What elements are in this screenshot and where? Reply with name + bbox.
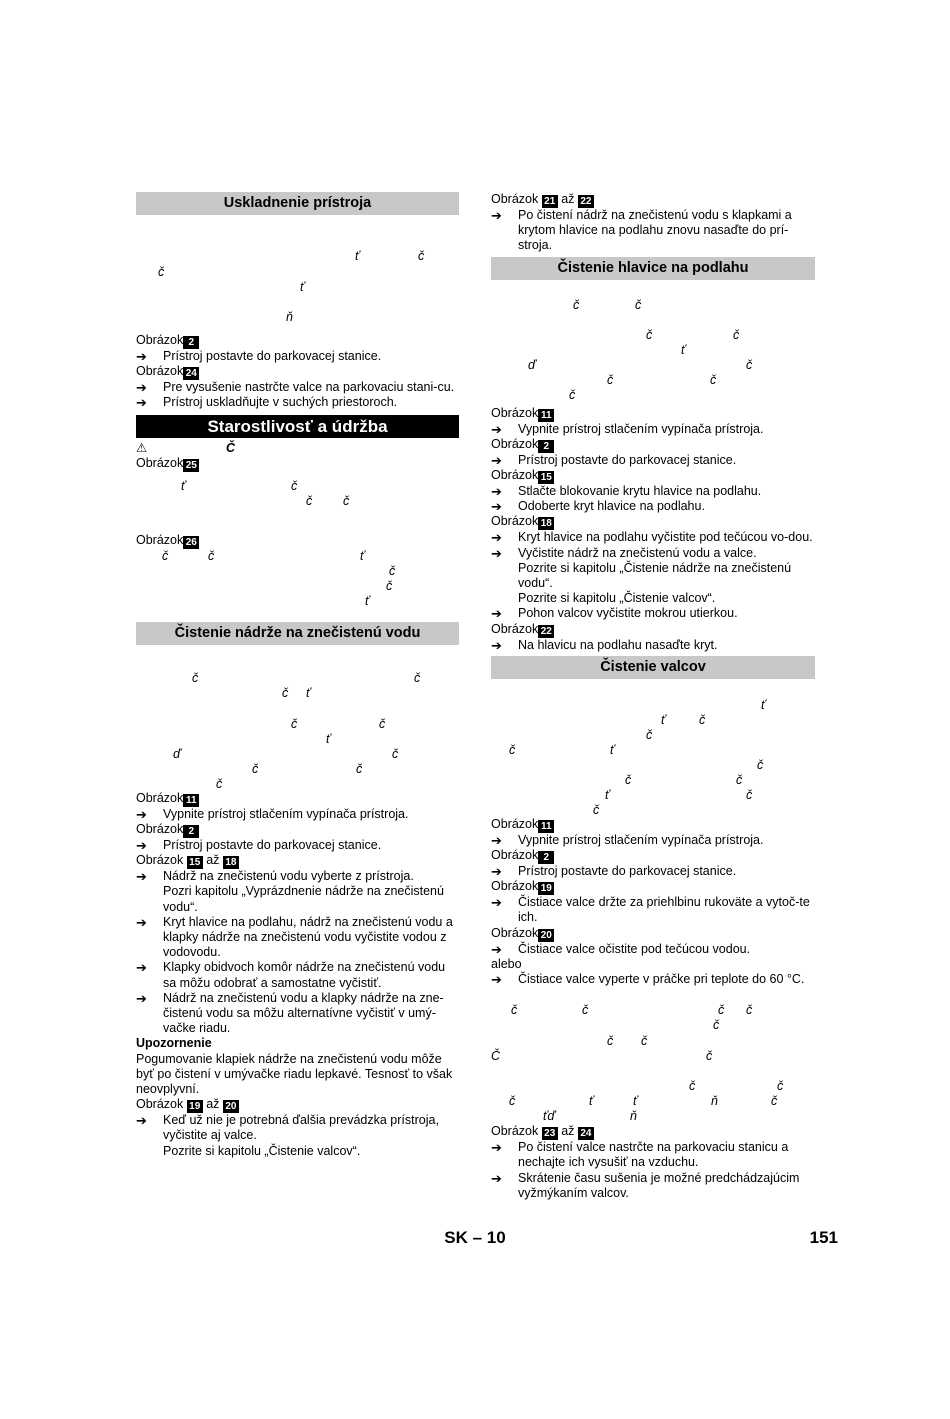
instruction-step: ➔ Klapky obidvoch komôr nádrže na znečistenú vodu sa môžu odobrať a samostatne vyčistiť. — [136, 960, 446, 990]
text-fragment: ť — [605, 787, 610, 802]
text-fragment: č — [386, 578, 393, 593]
arrow-right-icon: ➔ — [136, 349, 147, 364]
text-fragment: č — [356, 761, 363, 776]
text-fragment: č — [418, 249, 425, 263]
figure-number-badge: 11 — [538, 820, 554, 833]
instruction-step: ➔ Kryt hlavice na podlahu vyčistite pod tečúcou vo-dou. — [491, 530, 813, 546]
arrow-right-icon: ➔ — [136, 395, 147, 411]
text-fragment: č — [710, 372, 717, 387]
text-fragment: č — [771, 1094, 778, 1109]
text-fragment: ť — [306, 685, 311, 700]
text-fragment: ťď — [543, 1109, 556, 1124]
arrow-right-icon: ➔ — [491, 832, 502, 848]
figure-number-badge: 24 — [183, 367, 199, 380]
text-fragment: č — [777, 1079, 784, 1094]
text-fragment: č — [509, 742, 516, 757]
instruction-step: ➔ Keď už nie je potrebná ďalšia prevádzka prístroja, vyčistite aj valce. Pozrite si kapitolu „Čistenie valcov“. — [136, 1113, 439, 1158]
text-fragment: č — [582, 1003, 589, 1018]
text-fragment: č — [746, 357, 753, 372]
text-fragment: č — [699, 712, 706, 727]
instruction-step: ➔ Prístroj postavte do parkovacej stanice. — [136, 349, 382, 364]
figure-ref: Obrázok 11 — [491, 406, 815, 422]
arrow-right-icon: ➔ — [491, 637, 502, 653]
instruction-step: ➔ Pre vysušenie nastrčte valce na parkovaciu stani-cu. — [136, 380, 455, 396]
text-fragment: č — [192, 670, 199, 685]
figure-number-badge: 24 — [578, 1127, 594, 1140]
rollers-intro — [491, 679, 815, 817]
text-fragment: č — [343, 493, 350, 508]
text-fragment: ť — [355, 249, 360, 263]
left-column — [136, 192, 459, 1159]
text-fragment: č — [208, 548, 215, 563]
arrow-right-icon: ➔ — [136, 806, 147, 822]
instruction-step: ➔ Nádrž na znečistenú vodu vyberte z prístroja. Pozri kapitolu „Vyprázdnenie nádrže na znečistenú vodu“. — [136, 869, 444, 914]
text-fragment: č — [607, 1034, 614, 1049]
text-fragment: č — [306, 493, 313, 508]
arrow-right-icon: ➔ — [136, 869, 147, 885]
text-fragment: ť — [589, 1094, 594, 1109]
text-fragment: č — [713, 1018, 720, 1033]
text-fragment: ť — [633, 1094, 638, 1109]
text-fragment: č — [509, 1094, 516, 1109]
text-fragment: č — [646, 727, 653, 742]
arrow-right-icon: ➔ — [491, 972, 502, 988]
text-fragment: ť — [365, 593, 370, 608]
care-text-2 — [136, 549, 459, 622]
figure-number-badge: 22 — [538, 625, 554, 638]
text-fragment: ň — [711, 1094, 718, 1109]
figure-ref: Obrázok 15 až 18 — [136, 853, 459, 869]
figure-number-badge: 2 — [183, 336, 199, 349]
floor-head-heading: Čistenie hlavice na podlahu — [491, 257, 815, 280]
alternative-label: alebo — [491, 956, 522, 971]
instruction-step: ➔ Čistiace valce držte za priehlbinu rukoväte a vytoč-te ich. — [491, 895, 810, 925]
instruction-step: ➔ Prístroj uskladňujte v suchých priestoroch. — [136, 395, 398, 411]
text-fragment: č — [573, 297, 580, 312]
arrow-right-icon: ➔ — [491, 484, 502, 500]
figure-ref: Obrázok 21 až 22 — [491, 192, 815, 208]
figure-ref: Obrázok 26 — [136, 533, 459, 549]
arrow-right-icon: ➔ — [136, 838, 147, 853]
instruction-step: ➔ Odoberte kryt hlavice na podlahu. — [491, 499, 705, 515]
arrow-right-icon: ➔ — [491, 1140, 502, 1156]
text-fragment: č — [511, 1003, 518, 1018]
instruction-step: ➔ Kryt hlavice na podlahu, nádrž na znečistenú vodu a klapky nádrže na znečistenú vodu vyčistite vodou z vodovodu. — [136, 914, 453, 960]
tank-intro — [136, 645, 459, 791]
figure-number-badge: 20 — [538, 929, 554, 942]
arrow-right-icon: ➔ — [136, 1113, 147, 1129]
arrow-right-icon: ➔ — [491, 421, 502, 437]
figure-ref: Obrázok 24 — [136, 364, 459, 380]
arrow-right-icon: ➔ — [491, 530, 502, 546]
text-fragment: ň — [286, 310, 293, 324]
figure-number-badge: 2 — [183, 825, 199, 838]
text-fragment: č — [392, 746, 399, 761]
instruction-step: ➔ Čistiace valce vyperte v práčke pri teplote do 60 °C. — [491, 972, 805, 988]
instruction-step: ➔ Stlačte blokovanie krytu hlavice na podlahu. — [491, 484, 762, 500]
figure-number-badge: 23 — [542, 1127, 558, 1140]
care-text-1 — [136, 472, 459, 533]
arrow-right-icon: ➔ — [491, 864, 502, 880]
text-fragment: Č — [226, 440, 236, 455]
text-fragment: ť — [761, 697, 766, 712]
arrow-right-icon: ➔ — [136, 914, 147, 930]
text-fragment: č — [389, 563, 396, 578]
text-fragment: ť — [360, 548, 365, 563]
text-fragment: č — [414, 670, 421, 685]
warning-row — [136, 441, 459, 456]
arrow-right-icon: ➔ — [491, 452, 502, 468]
page-number: 151 — [809, 1228, 838, 1247]
text-fragment: č — [733, 327, 740, 342]
instruction-step: ➔ Skrátenie času sušenia je možné predchádzajúcim vyžmýkaním valcov. — [491, 1170, 800, 1200]
text-fragment: ň — [630, 1109, 637, 1124]
care-heading: Starostlivosť a údržba — [136, 415, 459, 438]
figure-number-badge: 20 — [223, 1100, 239, 1113]
text-fragment: č — [379, 716, 386, 731]
instruction-step: ➔ Prístroj postavte do parkovacej stanice. — [136, 838, 382, 853]
text-fragment: č — [689, 1079, 696, 1094]
text-fragment: č — [252, 761, 259, 776]
figure-ref: Obrázok 18 — [491, 514, 815, 530]
text-fragment: ť — [681, 342, 686, 357]
text-fragment: č — [746, 787, 753, 802]
figure-number-badge: 25 — [183, 459, 199, 472]
text-fragment: č — [291, 478, 298, 493]
rollers-text-2 — [491, 987, 815, 1124]
arrow-right-icon: ➔ — [491, 941, 502, 957]
figure-number-badge: 18 — [538, 517, 554, 530]
figure-ref: Obrázok 2 — [491, 848, 815, 864]
instruction-step: ➔ Čistiace valce očistite pod tečúcou vodou. — [491, 941, 751, 957]
text-fragment: č — [593, 802, 600, 817]
text-fragment: ť — [181, 478, 186, 493]
figure-number-badge: 11 — [183, 794, 199, 807]
figure-number-badge: 11 — [538, 409, 554, 422]
figure-number-badge: 22 — [578, 195, 594, 208]
figure-number-badge: 21 — [542, 195, 558, 208]
arrow-right-icon: ➔ — [491, 1170, 502, 1186]
text-fragment: č — [718, 1003, 725, 1018]
figure-ref: Obrázok 20 — [491, 926, 815, 942]
arrow-right-icon: ➔ — [491, 606, 502, 622]
text-fragment: č — [625, 772, 632, 787]
text-fragment: č — [641, 1034, 648, 1049]
text-fragment: č — [569, 387, 576, 402]
figure-ref: Obrázok 2 — [136, 333, 459, 349]
text-fragment: č — [158, 265, 165, 279]
figure-ref: Obrázok 22 — [491, 622, 815, 638]
text-fragment: č — [282, 685, 289, 700]
figure-number-badge: 19 — [538, 882, 554, 895]
text-fragment: č — [162, 548, 169, 563]
warning-triangle-icon: ⚠ — [136, 440, 148, 455]
figure-ref: Obrázok 19 až 20 — [136, 1097, 459, 1113]
figure-number-badge: 15 — [538, 471, 554, 484]
storage-intro — [136, 215, 459, 333]
instruction-step: ➔ Nádrž na znečistenú vodu a klapky nádrže na zne-čistenú vodu sa môžu alternatívne vyčistiť v umý-vačke riadu. — [136, 990, 444, 1036]
text-fragment: ť — [300, 280, 305, 294]
text-fragment: č — [646, 327, 653, 342]
text-fragment: ť — [661, 712, 666, 727]
text-fragment: č — [736, 772, 743, 787]
figure-ref: Obrázok 25 — [136, 456, 459, 472]
figure-number-badge: 18 — [223, 856, 239, 869]
figure-ref: Obrázok 11 — [491, 817, 815, 833]
figure-ref: Obrázok 23 až 24 — [491, 1124, 815, 1140]
page-section-label: SK – 10 — [444, 1228, 506, 1247]
right-column — [491, 192, 815, 1201]
text-fragment: ť — [326, 731, 331, 746]
arrow-right-icon: ➔ — [136, 990, 147, 1006]
instruction-step: ➔ Po čistení valce nastrčte na parkovaciu stanicu a nechajte ich vysušiť na vzduchu. — [491, 1140, 789, 1170]
tank-heading: Čistenie nádrže na znečistenú vodu — [136, 622, 459, 645]
text-fragment: č — [216, 776, 223, 791]
arrow-right-icon: ➔ — [491, 895, 502, 911]
figure-number-badge: 2 — [538, 440, 554, 453]
note-title: Upozornenie — [136, 1036, 212, 1051]
storage-heading: Uskladnenie prístroja — [136, 192, 459, 215]
figure-number-badge: 26 — [183, 536, 199, 549]
arrow-right-icon: ➔ — [491, 499, 502, 515]
instruction-step: ➔ Po čistení nádrž na znečistenú vodu s klapkami a krytom hlavice na podlahu znovu nasaďte do prí-stroja. — [491, 208, 792, 253]
text-fragment: č — [706, 1049, 713, 1064]
floor-head-intro — [491, 280, 815, 406]
figure-number-badge: 2 — [538, 851, 554, 864]
text-fragment: č — [607, 372, 614, 387]
text-fragment: č — [635, 297, 642, 312]
arrow-right-icon: ➔ — [491, 208, 502, 223]
figure-ref: Obrázok 2 — [136, 822, 459, 838]
rollers-heading: Čistenie valcov — [491, 656, 815, 679]
instruction-step: ➔ Vypnite prístroj stlačením vypínača prístroja. — [491, 421, 764, 437]
figure-number-badge: 15 — [187, 856, 203, 869]
figure-ref: Obrázok 19 — [491, 879, 815, 895]
text-fragment: č — [757, 757, 764, 772]
figure-number-badge: 19 — [187, 1100, 203, 1113]
text-fragment: č — [291, 716, 298, 731]
instruction-step: ➔ Vyčistite nádrž na znečistenú vodu a valce. Pozrite si kapitolu „Čistenie nádrže na znečistenú vodu“. Pozrite si kapitolu „Čistenie valcov“. — [491, 545, 792, 606]
figure-ref: Obrázok 11 — [136, 791, 459, 807]
figure-ref: Obrázok 2 — [491, 437, 815, 453]
instruction-step: ➔ Prístroj postavte do parkovacej stanice. — [491, 864, 737, 880]
text-fragment: ď — [173, 746, 181, 761]
instruction-step: ➔ Prístroj postavte do parkovacej stanice. — [491, 452, 737, 468]
text-fragment: č — [746, 1003, 753, 1018]
text-fragment: ť — [610, 742, 615, 757]
text-fragment: ď — [528, 357, 536, 372]
figure-ref: Obrázok 15 — [491, 468, 815, 484]
note-text: Pogumovanie klapiek nádrže na znečistenú vodu môže byť po čistení v umývačke riadu lepkavé. Tesnosť to však neovplyvní. — [136, 1051, 453, 1097]
instruction-step: ➔ Vypnite prístroj stlačením vypínača prístroja. — [491, 832, 764, 848]
arrow-right-icon: ➔ — [136, 380, 147, 396]
text-fragment: Č — [491, 1049, 501, 1064]
arrow-right-icon: ➔ — [136, 960, 147, 976]
arrow-right-icon: ➔ — [491, 545, 502, 561]
instruction-step: ➔ Na hlavicu na podlahu nasaďte kryt. — [491, 637, 718, 653]
instruction-step: ➔ Vypnite prístroj stlačením vypínača prístroja. — [136, 806, 409, 822]
instruction-step: ➔ Pohon valcov vyčistite mokrou utierkou. — [491, 606, 738, 622]
